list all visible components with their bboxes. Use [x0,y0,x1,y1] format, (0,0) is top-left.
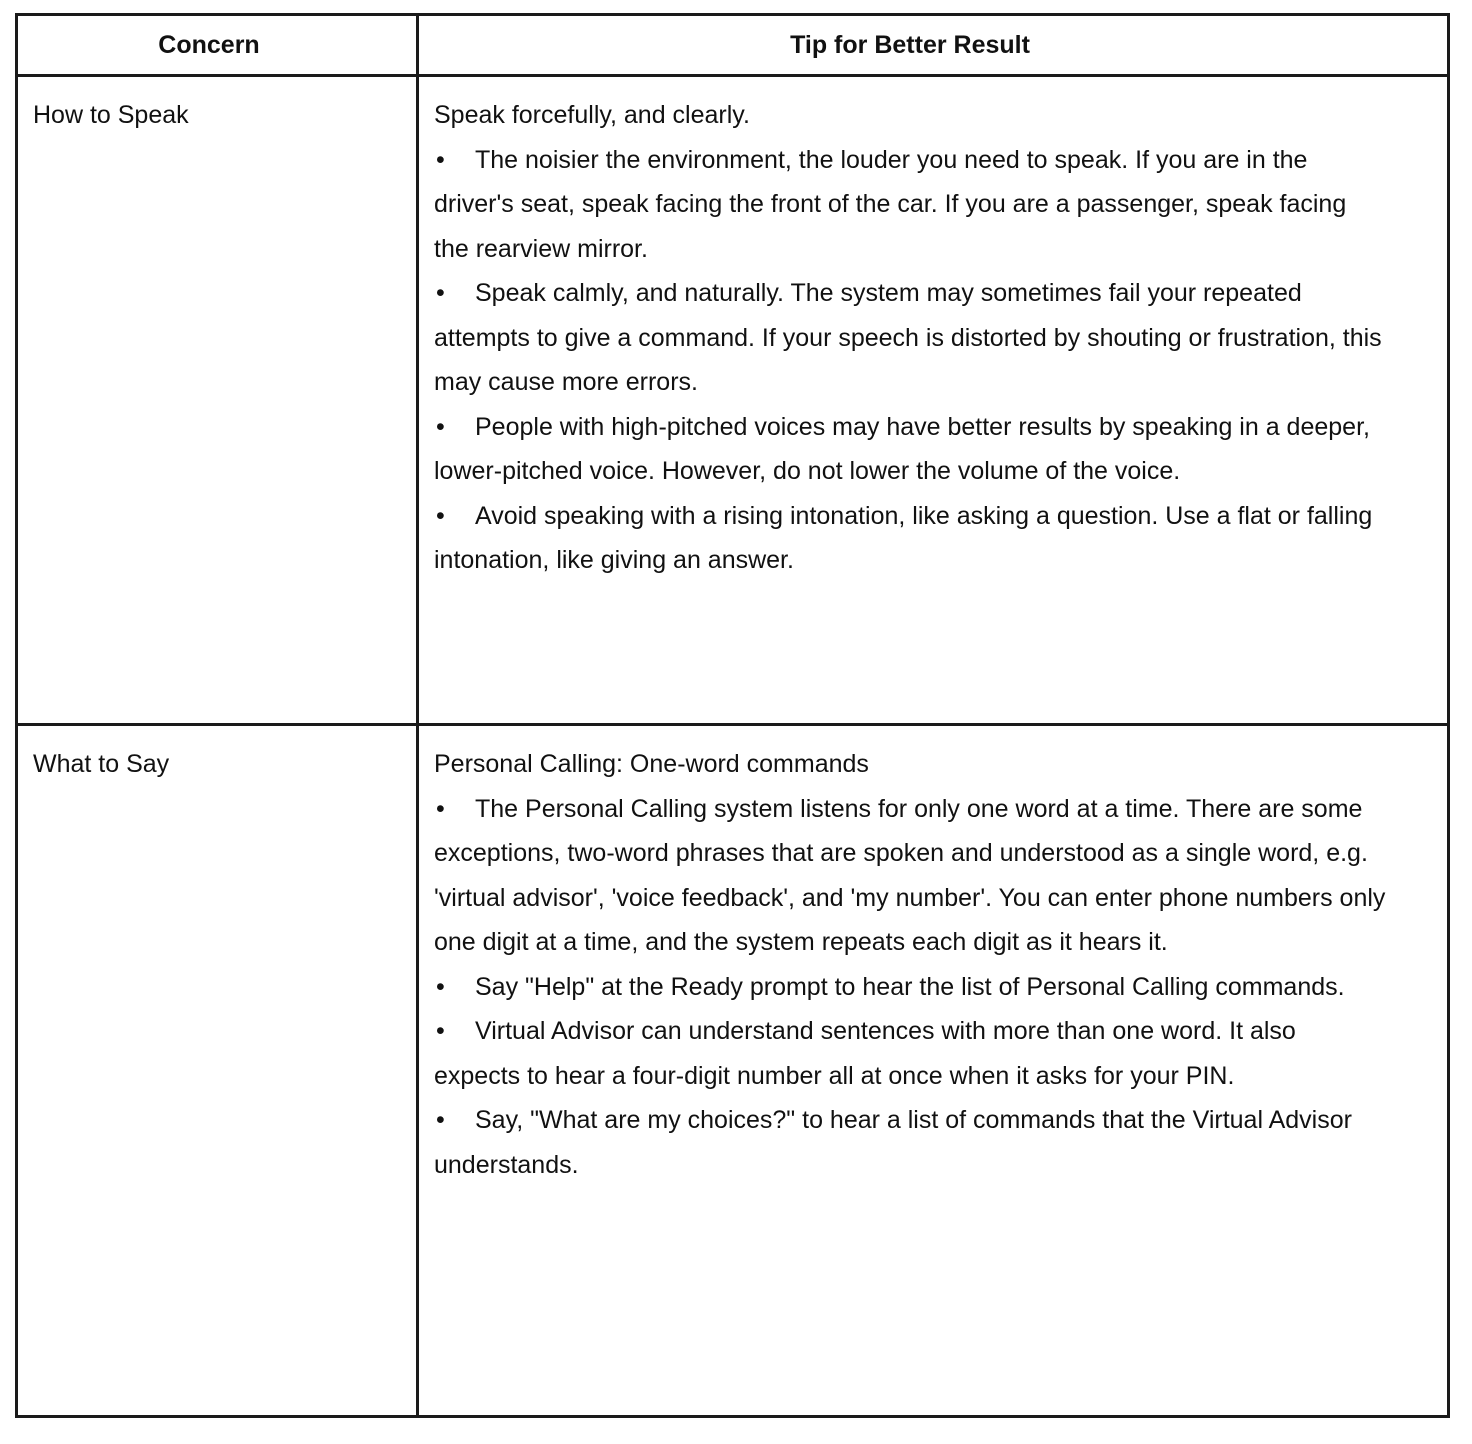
bullet-mark: • [436,501,445,530]
bullet-text: Avoid speaking with a rising intonation, like asking a question. Use a flat or falling intonation, like giving an answer. [434,501,1373,574]
bullet-mark: • [436,145,445,174]
bullet-text: The Personal Calling system listens for only one word at a time. There are some exceptions, two-word phrases that are spoken and understood as a single word, e.g. 'virtual advisor', 'voice feedback', and 'my number'. You can enter phone numbers only one digit at a time, and the system repeats each digit as it hears it. [434,794,1386,956]
bullet-mark: • [436,972,445,1001]
bullet-item [434,965,1387,1010]
bullet-item [434,494,1387,583]
bullet-text: Say, "What are my choices?" to hear a list of commands that the Virtual Advisor understands. [434,1106,1352,1179]
concern-cell: What to Say [33,750,170,778]
bullet-mark: • [436,279,445,307]
concern-cell: How to Speak [33,101,189,129]
bullet-item [434,787,1387,965]
table-row [18,77,1447,726]
bullet-text: Say "Help" at the Ready prompt to hear the list of Personal Calling commands. [475,972,1345,1001]
tip-cell [419,77,1447,723]
bullet-text: Speak calmly, and naturally. The system may sometimes fail your repeated attempts to give a command. If your speech is distorted by shouting or frustration, this may cause more errors. [434,279,1382,396]
bullet-text: People with high-pitched voices may have better results by speaking in a deeper, lower-pitched voice. However, do not lower the volume of the voice. [434,412,1370,485]
bullet-item [434,405,1387,494]
table-header-row [18,16,1447,77]
bullet-mark: • [436,794,445,823]
tip-lead: Personal Calling: One-word commands [434,750,869,778]
tips-table [15,13,1450,1418]
bullet-mark: • [436,1106,445,1134]
bullet-item [434,271,1387,405]
tip-lead: Speak forcefully, and clearly. [434,101,750,129]
bullet-text: The noisier the environment, the louder you need to speak. If you are in the driver's seat, speak facing the front of the car. If you are a passenger, speak facing the rearview mirror. [434,145,1347,263]
table-row [18,726,1447,1415]
header-concern: Concern [158,30,260,59]
bullet-text: Virtual Advisor can understand sentences with more than one word. It also expects to hear a four-digit number all at once when it asks for your PIN. [434,1017,1296,1090]
bullet-item [434,1098,1387,1187]
bullet-item [434,1009,1387,1098]
bullet-mark: • [436,412,445,441]
header-tip: Tip for Better Result [790,30,1030,59]
bullet-mark: • [436,1017,445,1045]
tip-cell [419,726,1447,1415]
bullet-item [434,138,1387,272]
